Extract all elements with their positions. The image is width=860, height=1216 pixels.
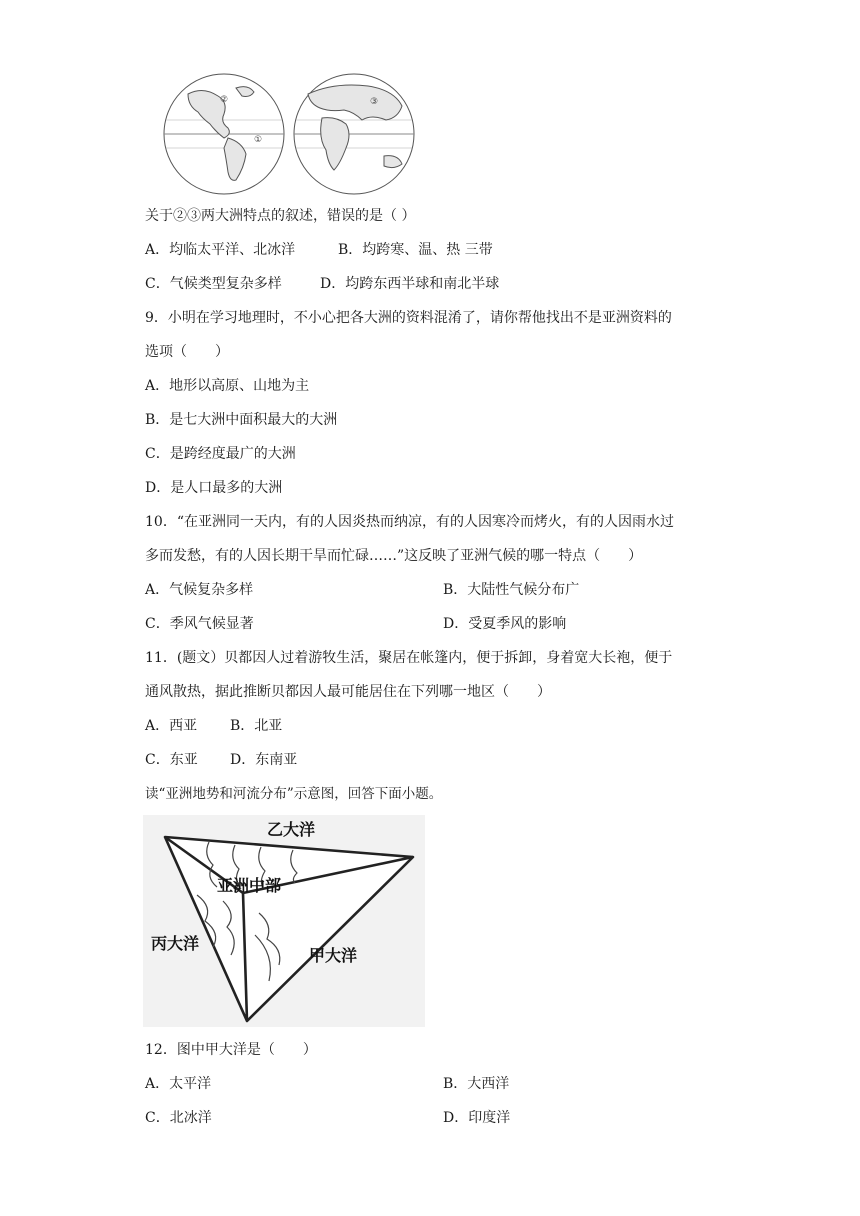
question-11-stem: 11．(题文）贝都因人过着游牧生活，聚居在帐篷内，便于拆卸，身着宽大长袍，便于 xyxy=(145,650,673,666)
q12-option-a[interactable]: A．太平洋 xyxy=(145,1076,212,1092)
question-10-stem-cont: 多而发愁，有的人因长期干旱而忙碌……”这反映了亚洲气候的哪一特点（ ） xyxy=(145,548,643,564)
q8-option-c[interactable]: C．气候类型复杂多样 xyxy=(145,276,282,292)
q11-option-d[interactable]: D．东南亚 xyxy=(230,752,298,768)
q12-option-c[interactable]: C．北冰洋 xyxy=(145,1110,212,1126)
q12-option-d[interactable]: D．印度洋 xyxy=(443,1110,511,1126)
question-9-stem: 9．小明在学习地理时，不小心把各大洲的资料混淆了，请你帮他找出不是亚洲资料的 xyxy=(145,310,672,326)
map-intro-text: 读“亚洲地势和河流分布”示意图，回答下面小题。 xyxy=(145,786,443,802)
asia-terrain-river-map xyxy=(143,815,425,1027)
q9-option-d[interactable]: D．是人口最多的大洲 xyxy=(145,480,283,496)
question-10-stem: 10．“在亚洲同一天内，有的人因炎热而纳凉，有的人因寒冷而烤火，有的人因雨水过 xyxy=(145,514,674,530)
svg-text:③: ③ xyxy=(370,97,379,107)
world-hemispheres-map xyxy=(158,72,422,196)
svg-text:②: ② xyxy=(220,95,229,105)
q11-option-b[interactable]: B．北亚 xyxy=(230,718,283,734)
map-label-ocean-c: 丙大洋 xyxy=(151,934,200,953)
map-label-ocean-a: 甲大洋 xyxy=(309,946,358,965)
q12-option-b[interactable]: B．大西洋 xyxy=(443,1076,510,1092)
q8-option-a[interactable]: A．均临太平洋、北冰洋 xyxy=(145,242,296,258)
q10-option-d[interactable]: D．受夏季风的影响 xyxy=(443,616,567,632)
question-8-stem: 关于②③两大洲特点的叙述，错误的是（ ） xyxy=(145,208,416,224)
q9-option-b[interactable]: B．是七大洲中面积最大的大洲 xyxy=(145,412,338,428)
map-label-ocean-b: 乙大洋 xyxy=(267,820,316,839)
q9-option-a[interactable]: A．地形以高原、山地为主 xyxy=(145,378,310,394)
map-label-central-asia: 亚洲中部 xyxy=(217,876,282,895)
q11-option-c[interactable]: C．东亚 xyxy=(145,752,198,768)
q11-option-a[interactable]: A．西亚 xyxy=(145,718,198,734)
q10-option-b[interactable]: B．大陆性气候分布广 xyxy=(443,582,580,598)
question-11-stem-cont: 通风散热，据此推断贝都因人最可能居住在下列哪一地区（ ） xyxy=(145,684,551,700)
svg-text:①: ① xyxy=(254,135,263,145)
question-12-stem: 12．图中甲大洋是（ ） xyxy=(145,1042,317,1058)
q10-option-a[interactable]: A．气候复杂多样 xyxy=(145,582,254,598)
q8-option-d[interactable]: D．均跨东西半球和南北半球 xyxy=(320,276,500,292)
q9-option-c[interactable]: C．是跨经度最广的大洲 xyxy=(145,446,296,462)
q10-option-c[interactable]: C．季风气候显著 xyxy=(145,616,254,632)
question-9-stem-cont: 选项（ ） xyxy=(145,344,229,360)
q8-option-b[interactable]: B．均跨寒、温、热 三带 xyxy=(338,242,493,258)
